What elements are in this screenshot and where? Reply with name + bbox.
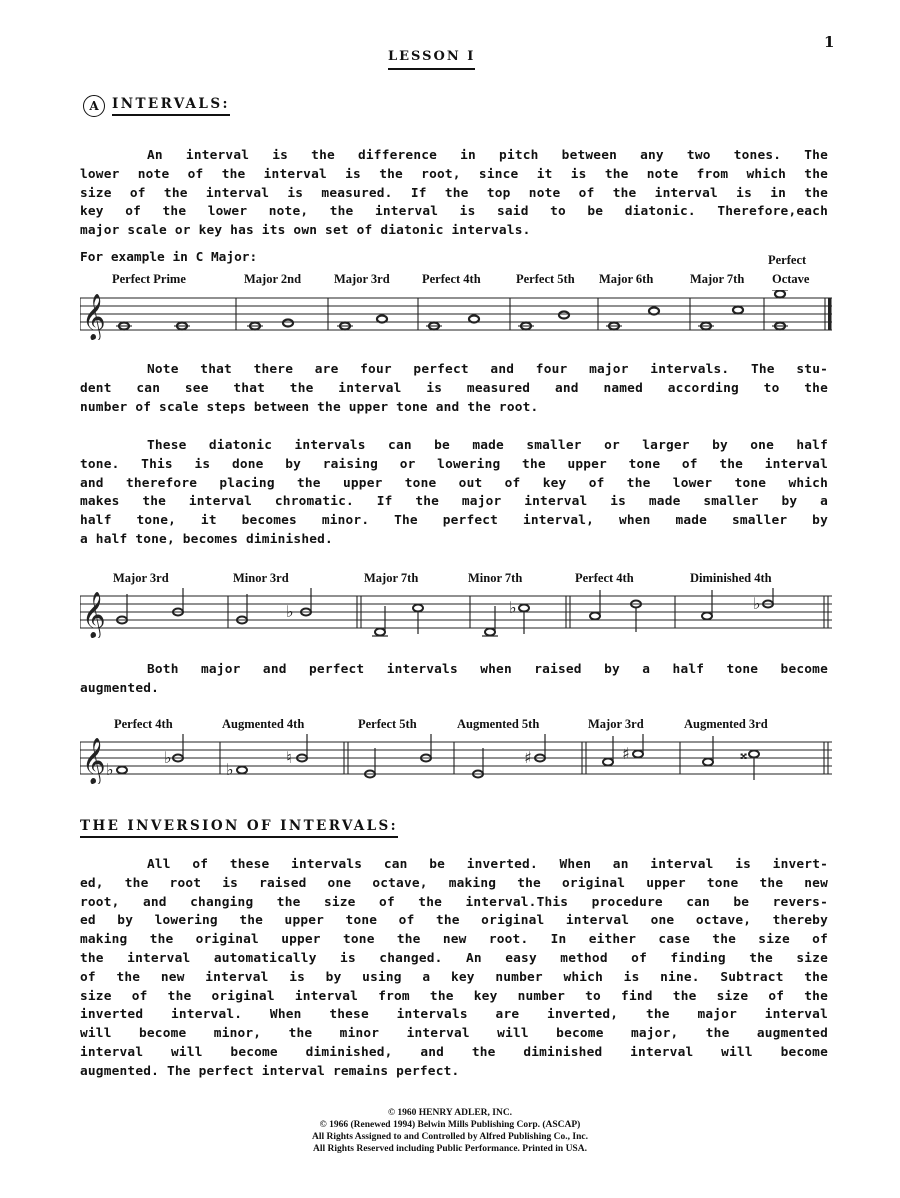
text-line: All of these intervals can be inverted. When an interval is invert- [147,857,828,872]
interval-label: Diminished 4th [690,571,772,585]
interval-label: Major 3rd [113,571,169,585]
text-line: of the new interval is by using a key number which is nine. Subtract the [80,969,828,985]
text-line: ed, the root is raised one octave, making the original upper tone the new [80,875,828,891]
text-line: number of scale steps between the upper tone and the root. [80,399,539,415]
example-label: For example in C Major: [80,250,258,265]
music-staff-example-3 [80,734,832,784]
svg-text:♭: ♭ [164,748,172,767]
copyright-line: All Rights Reserved including Public Performance. Printed in USA. [313,1144,587,1154]
music-staff-example-2 [80,588,832,638]
interval-label: Major 3rd [334,272,390,286]
paragraph-inversion [80,856,828,1082]
text-line: An interval is the difference in pitch between any two tones. The [147,148,828,163]
text-line: a half tone, becomes diminished. [80,531,333,547]
page-number: 1 [824,33,835,51]
interval-label: Augmented 3rd [684,717,768,731]
svg-text:♮: ♮ [286,748,292,767]
copyright-footer [0,1107,900,1155]
interval-label: Perfect 4th [114,717,173,731]
section-heading-inversion: THE INVERSION OF INTERVALS: [80,818,398,838]
text-line: size of the interval is measured. If the top note of the interval is in the [80,185,828,201]
text-line: dent can see that the interval is measured and named according to the [80,380,828,396]
svg-text:𝄞: 𝄞 [82,592,106,638]
svg-text:𝄞: 𝄞 [82,294,106,340]
paragraph-chromatic [80,437,828,550]
text-line: making the original upper tone the new root. In either case the size of [80,932,828,948]
paragraph-intro [80,147,828,241]
svg-text:♯: ♯ [622,744,630,763]
text-line: size of the original interval from the key number to find the size of the [80,988,828,1004]
svg-text:♭: ♭ [286,602,294,621]
music-staff-example-1 [80,290,832,340]
paragraph-perfect-major [80,361,828,417]
lesson-title: LESSON I [388,49,475,70]
paragraph-augmented [80,661,828,699]
svg-text:♯: ♯ [524,748,532,767]
interval-label: Minor 3rd [233,571,289,585]
section-heading-intervals: INTERVALS: [112,96,230,116]
interval-label: Perfect Prime [112,272,186,286]
svg-text:𝄪: 𝄪 [740,744,748,763]
interval-label: Octave [772,272,810,286]
svg-text:♭: ♭ [106,760,114,779]
text-line: major scale or key has its own set of diatonic intervals. [80,223,531,239]
text-line: Both major and perfect intervals when raised by a half tone become [147,662,828,677]
text-line: lower note of the interval is the root, since it is the note from which the [80,166,828,182]
text-line: interval will become diminished, and the diminished interval will become [80,1044,828,1060]
interval-label: Minor 7th [468,571,523,585]
text-line: inverted interval. When these intervals are inverted, the major interval [80,1007,828,1023]
text-line: the interval automatically is changed. An easy method of finding the size [80,950,828,966]
text-line: augmented. [80,680,160,696]
text-line: tone. This is done by raising or lowering the upper tone of the interval [80,456,828,472]
text-line: augmented. The perfect interval remains perfect. [80,1063,460,1079]
text-line: ed by lowering the upper tone of the original interval one octave, thereby [80,913,828,929]
svg-text:♭: ♭ [509,598,517,617]
section-marker-a: A [83,95,105,117]
interval-label: Major 3rd [588,717,644,731]
interval-label: Augmented 4th [222,717,305,731]
interval-label: Major 7th [690,272,745,286]
interval-label: Major 2nd [244,272,302,286]
text-line: Note that there are four perfect and four major intervals. The stu- [147,362,828,377]
copyright-line: © 1960 HENRY ADLER, INC. [387,1108,513,1118]
interval-label: Major 6th [599,272,654,286]
interval-label: Perfect 4th [575,571,634,585]
svg-text:♭: ♭ [753,594,761,613]
text-line: makes the interval chromatic. If the major interval is made smaller by a [80,494,828,510]
svg-text:𝄞: 𝄞 [82,738,106,784]
interval-label: Perfect [768,253,807,267]
text-line: These diatonic intervals can be made smaller or larger by one half [147,438,828,453]
copyright-line: All Rights Assigned to and Controlled by Alfred Publishing Co., Inc. [311,1132,588,1142]
svg-text:♭: ♭ [226,760,234,779]
interval-label: Major 7th [364,571,419,585]
copyright-line: © 1966 (Renewed 1994) Belwin Mills Publishing Corp. (ASCAP) [319,1120,581,1130]
interval-label: Perfect 5th [516,272,575,286]
interval-label: Perfect 4th [422,272,481,286]
interval-label: Augmented 5th [457,717,540,731]
text-line: will become minor, the minor interval will become major, the augmented [80,1026,828,1042]
interval-label: Perfect 5th [358,717,417,731]
text-line: root, and changing the size of the interval.This procedure can be revers- [80,894,828,910]
text-line: and therefore placing the upper tone out of key of the lower tone which [80,475,828,491]
text-line: half tone, it becomes minor. The perfect interval, when made smaller by [80,513,828,529]
text-line: key of the lower note, the interval is said to be diatonic. Therefore,each [80,204,828,220]
